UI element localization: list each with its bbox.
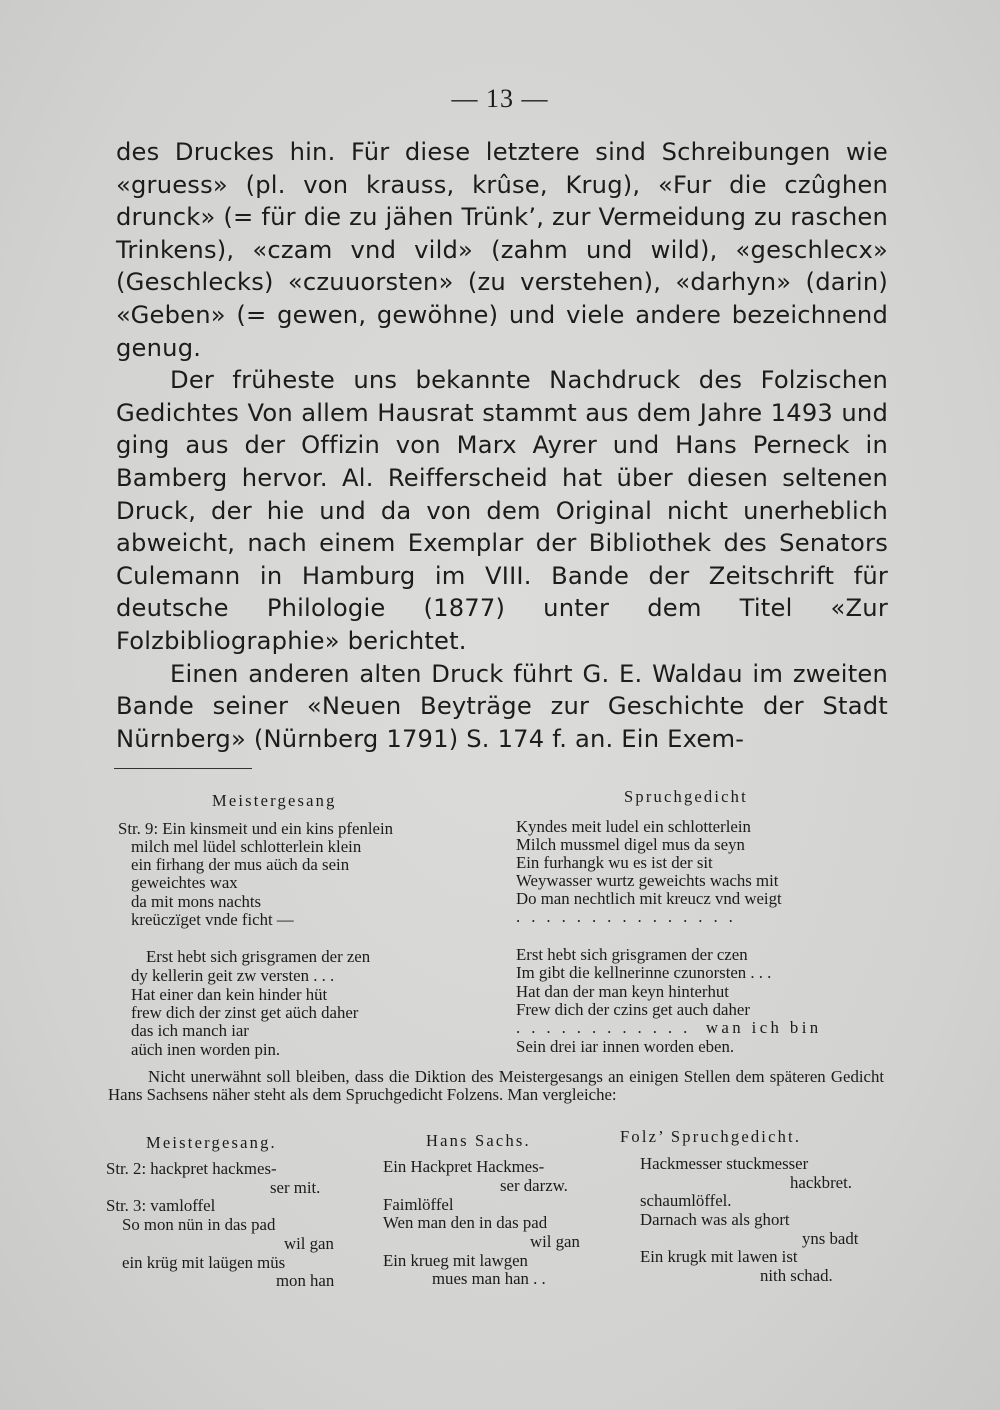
footnote-line: milch mel lüdel schlotterlein klein	[131, 837, 362, 856]
footnote-line: Frew dich der czins get auch daher	[516, 1000, 750, 1019]
compare-line: yns badt	[802, 1229, 859, 1248]
footnote-paragraph-text: Nicht unerwähnt soll bleiben, dass die Diktion des Meistergesangs an einigen Stellen dem späteren Gedicht Hans Sachsens näher steht als dem Spruchgedicht Folzens. Man vergleiche:	[108, 1067, 884, 1104]
compare-line: So mon nün in das pad	[122, 1215, 276, 1234]
footnote-line: kreüczïget vnde ficht —	[131, 910, 294, 929]
footnote-dots: . . . . . . . . . . . . . . .	[516, 907, 737, 926]
footnote-line: Ein furhangk wu es ist der sit	[516, 853, 713, 872]
compare-line: Wen man den in das pad	[383, 1213, 548, 1232]
footnote-rule	[114, 768, 252, 769]
footnote-line: Erst hebt sich grisgramen der zen	[146, 947, 371, 966]
paragraph-1: des Druckes hin. Für diese letztere sind Schreibungen wie «gruess» (pl. von krauss, krûse, Krug), «Fur die czûghen drunck» (= für die zu jähen Trünk’, zur Vermeidung zu raschen Trinkens), «czam vnd vild» (zahm und wild), «geschlecx» (Geschlecks) «czuuorsten» (zu verstehen), «darhyn» (darin) «Geben» (= gewen, gewöhne) und viele andere bezeichnend genug.	[116, 138, 888, 362]
compare-line: ein krüg mit laügen müs	[122, 1253, 286, 1272]
compare-line: Str. 2: hackpret hackmes-	[106, 1159, 277, 1178]
compare-line: mues man han . .	[432, 1269, 546, 1288]
footnote-paragraph	[108, 1068, 884, 1103]
footnote-line: ein firhang der mus aüch da sein	[131, 855, 350, 874]
footnote-line: da mit mons nachts	[131, 892, 262, 911]
compare-line: Hackmesser stuckmesser	[640, 1154, 809, 1173]
compare-line: wil gan	[284, 1234, 334, 1253]
paragraph-2: Der früheste uns bekannte Nachdruck des Folzischen Gedichtes Von allem Hausrat stammt aus dem Jahre 1493 und ging aus der Offizin von Marx Ayrer und Hans Perneck in Bamberg hervor. Al. Reifferscheid hat über diesen seltenen Druck, der hie und da von dem Original nicht unerheblich abweicht, nach einem Exemplar der Bibliothek des Senators Culemann in Hamburg im VIII. Bande der Zeitschrift für deutsche Philologie (1877) unter dem Titel «Zur Folzbibliographie» berichtet.	[116, 366, 888, 655]
compare-line: Str. 3: vamloffel	[106, 1196, 216, 1215]
compare-line: Ein krueg mit lawgen	[383, 1251, 528, 1270]
compare-line: nith schad.	[760, 1266, 833, 1285]
footnote-line: aüch inen worden pin.	[131, 1040, 281, 1059]
paragraph-3: Einen anderen alten Druck führt G. E. Waldau im zweiten Bande seiner «Neuen Beyträge zur Geschichte der Stadt Nürnberg» (Nürnberg 1791) S. 174 f. an. Ein Exem-	[116, 659, 888, 753]
footnote-line: Do man nechtlich mit kreucz vnd weigt	[516, 889, 782, 908]
footnote-line: Str. 9: Ein kinsmeit und ein kins pfenlein	[118, 819, 394, 838]
compare-col2-heading: Hans Sachs.	[426, 1131, 531, 1150]
footnote-line: . . . . . . . . . . . . wan ich bin	[516, 1018, 822, 1037]
compare-col1-heading: Meistergesang.	[146, 1133, 277, 1152]
compare-line: ser mit.	[270, 1178, 321, 1197]
compare-line: Ein Hackpret Hackmes-	[383, 1157, 545, 1176]
compare-col3-heading: Folz’ Spruchgedicht.	[620, 1127, 802, 1146]
footnote-col1-heading: Meistergesang	[212, 791, 337, 810]
compare-line: schaumlöffel.	[640, 1191, 732, 1210]
compare-line: hackbret.	[790, 1173, 852, 1192]
footnote-line: Hat dan der man keyn hinterhut	[516, 982, 729, 1001]
compare-line: wil gan	[530, 1232, 580, 1251]
footnote-col2-heading: Spruchgedicht	[624, 787, 748, 806]
footnote-line: Erst hebt sich grisgramen der czen	[516, 945, 748, 964]
main-text	[116, 136, 888, 755]
footnote-line: frew dich der zinst get aüch daher	[131, 1003, 359, 1022]
footnote-line: dy kellerin geit zw versten . . .	[131, 966, 335, 985]
footnote-line: Sein drei iar innen worden eben.	[516, 1037, 735, 1056]
footnote-line: Kyndes meit ludel ein schlotterlein	[516, 817, 751, 836]
compare-line: Ein krugk mit lawen ist	[640, 1247, 798, 1266]
compare-line: Darnach was als ghort	[640, 1210, 790, 1229]
footnote-line: das ich manch iar	[131, 1021, 249, 1040]
page-number: — 13 —	[451, 84, 549, 113]
footnote-line: Milch mussmel digel mus da seyn	[516, 835, 745, 854]
compare-line: ser darzw.	[500, 1176, 568, 1195]
footnote-line: geweichtes wax	[131, 873, 238, 892]
compare-line: mon han	[276, 1271, 335, 1290]
footnote-line: Weywasser wurtz geweichts wachs mit	[516, 871, 779, 890]
compare-line: Faimlöffel	[383, 1195, 454, 1214]
footnote-line: Hat einer dan kein hinder hüt	[131, 985, 328, 1004]
footnote-line: Im gibt die kellnerinne czunorsten . . .	[516, 963, 772, 982]
